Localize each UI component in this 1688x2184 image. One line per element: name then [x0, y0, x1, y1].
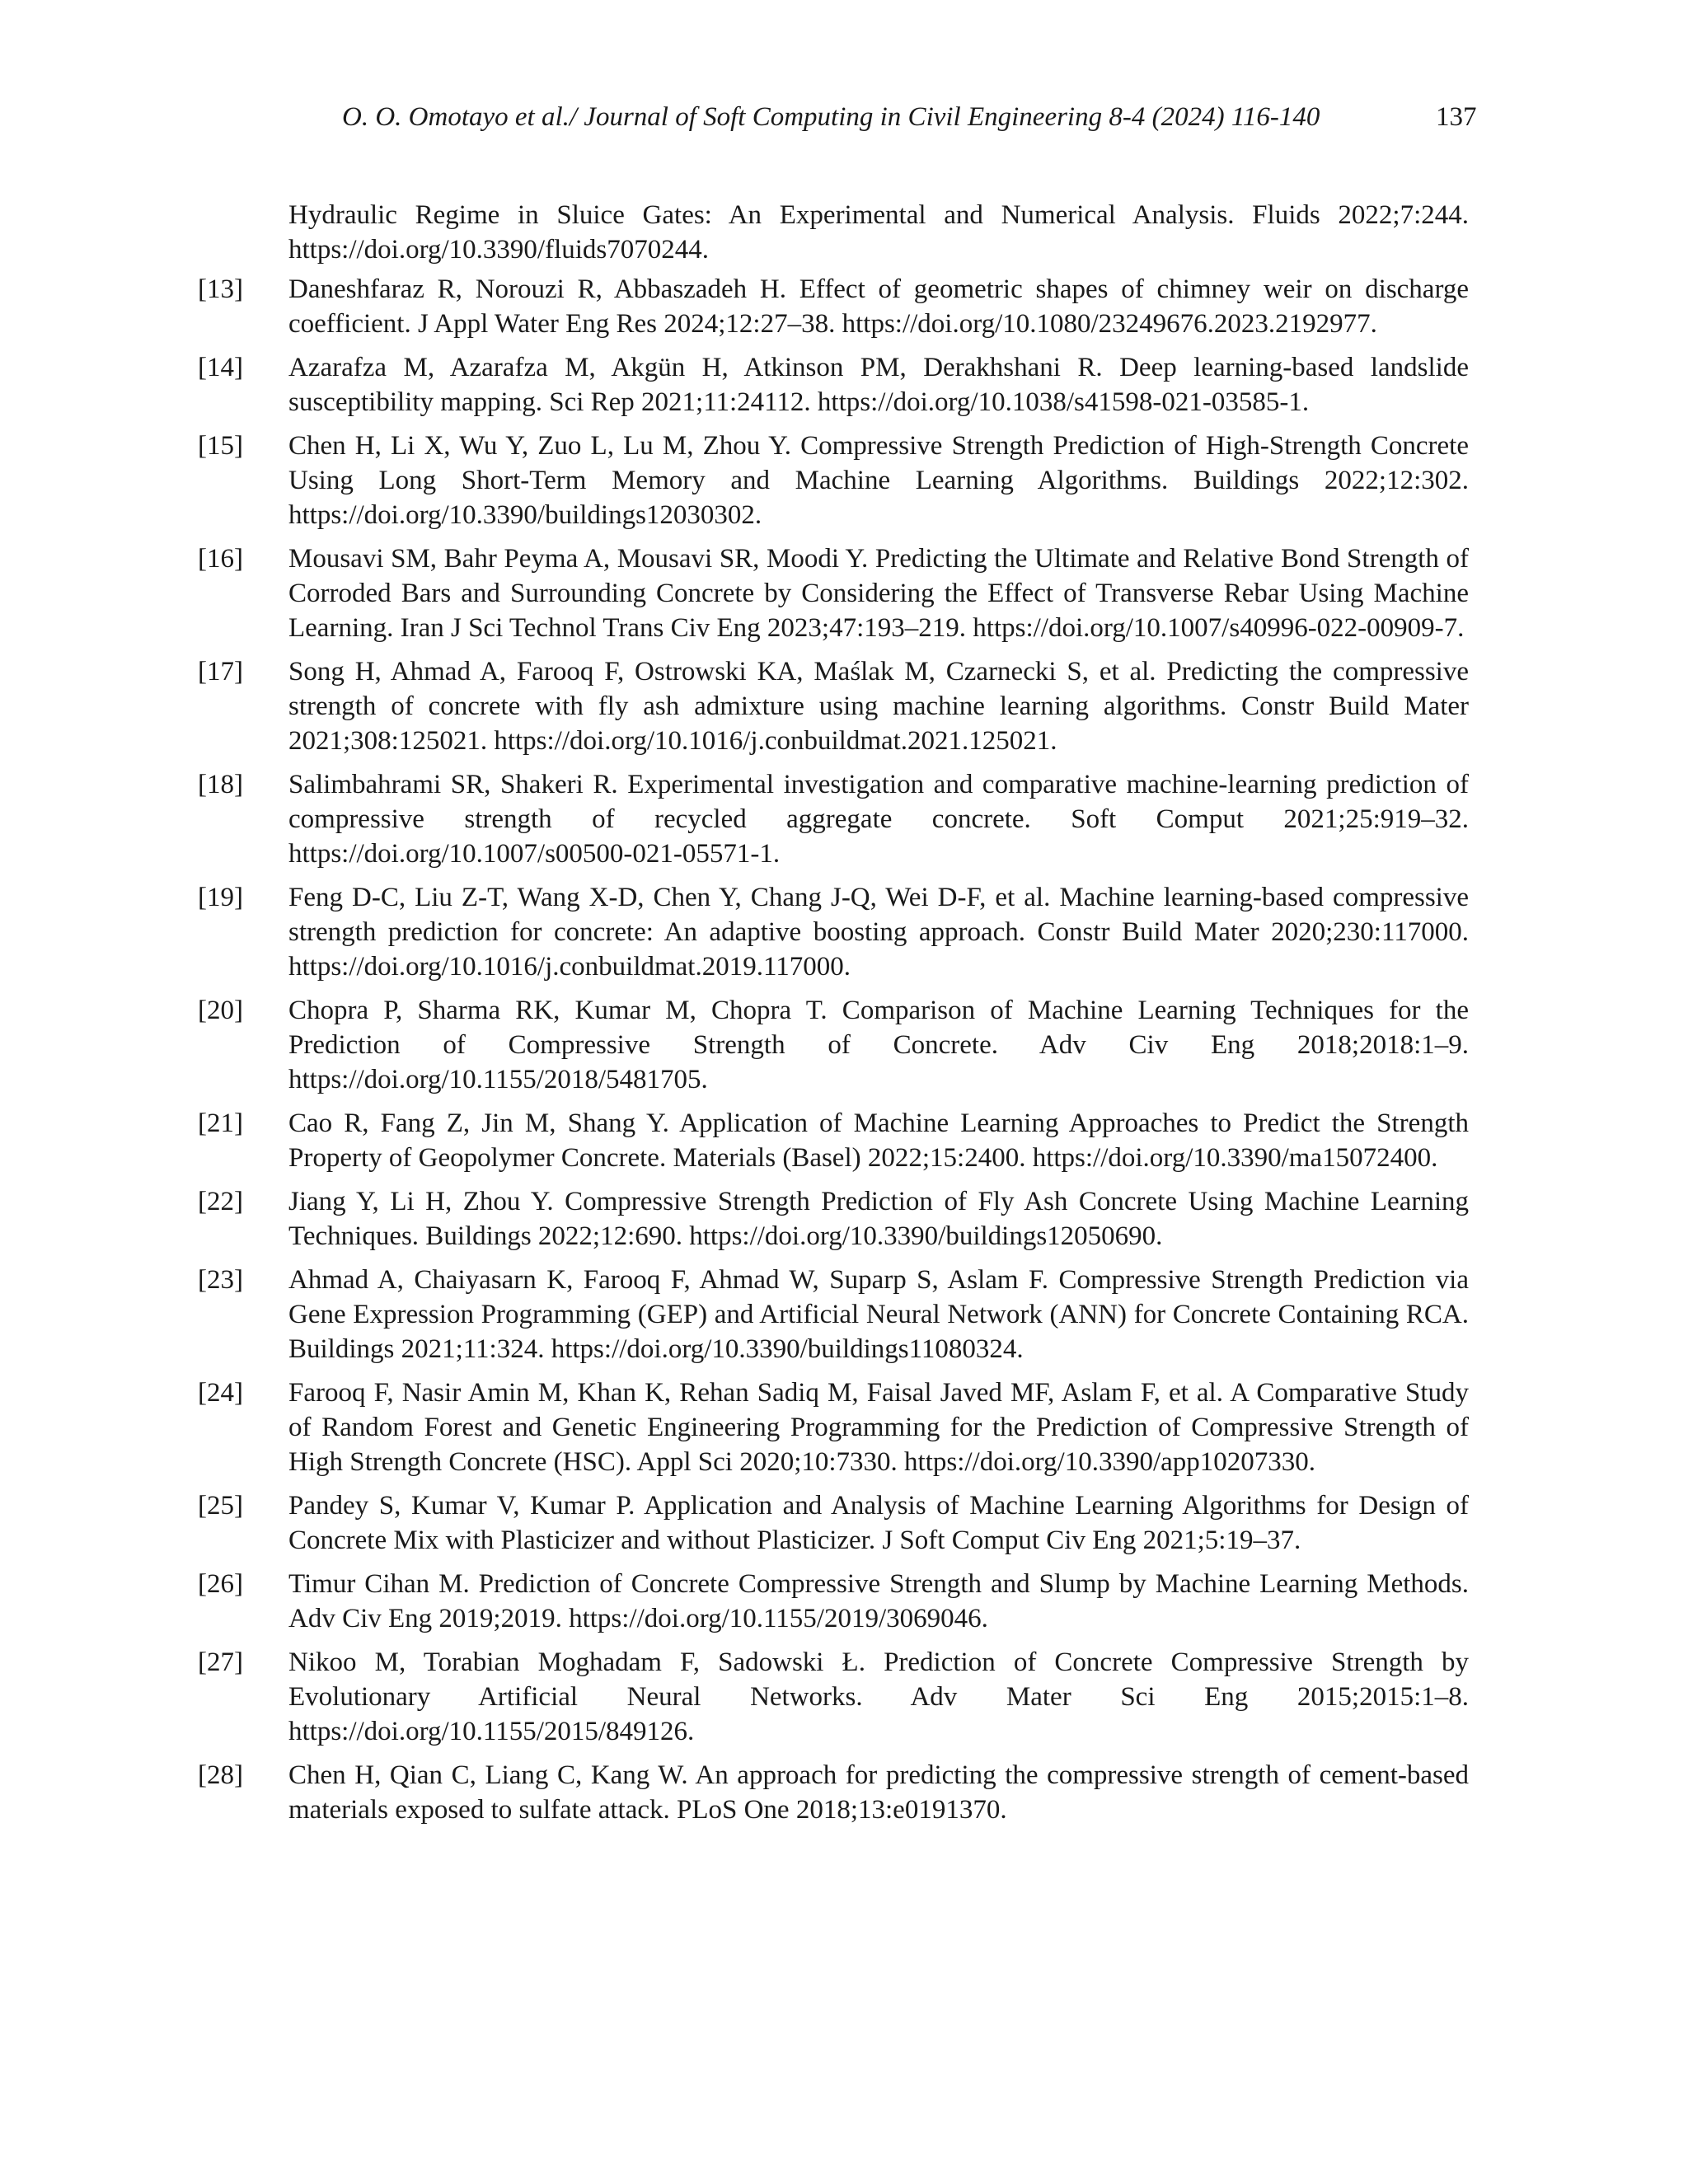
- reference-item: [198, 1106, 1469, 1175]
- reference-item: [198, 1184, 1469, 1254]
- page-number: 137: [1436, 102, 1477, 132]
- reference-number: [18]: [198, 770, 243, 799]
- reference-text: Feng D-C, Liu Z-T, Wang X-D, Chen Y, Chang J-Q, Wei D-F, et al. Machine learning-based compressive strength prediction for concrete: An adaptive boosting approach. Constr Build Mater 2020;230:117000. https://doi.org/10.1016/j.conbuildmat.2019.117000.: [288, 883, 1469, 982]
- reference-item: [198, 1376, 1469, 1479]
- reference-number: [21]: [198, 1108, 243, 1138]
- reference-number: [23]: [198, 1265, 243, 1295]
- reference-number: [25]: [198, 1491, 243, 1521]
- reference-number: [20]: [198, 996, 243, 1025]
- reference-item: [198, 429, 1469, 532]
- reference-text: Chen H, Li X, Wu Y, Zuo L, Lu M, Zhou Y. Compressive Strength Prediction of High-Strength Concrete Using Long Short-Term Memory and Machine Learning Algorithms. Buildings 2022;12:302. https://doi.org/10.3390/buildings12030302.: [288, 431, 1469, 530]
- reference-item: [198, 272, 1469, 341]
- reference-continuation: Hydraulic Regime in Sluice Gates: An Experimental and Numerical Analysis. Fluids 2022;7:244. https://doi.org/10.3390/fluids7070244.: [288, 200, 1469, 265]
- reference-text: Mousavi SM, Bahr Peyma A, Mousavi SR, Moodi Y. Predicting the Ultimate and Relative Bond Strength of Corroded Bars and Surrounding Concrete by Considering the Effect of Transverse Rebar Using Machine Learning. Iran J Sci Technol Trans Civ Eng 2023;47:193–219. https://doi.org/10.1007/s40996-022-00909-7.: [288, 544, 1469, 643]
- reference-item: [198, 1567, 1469, 1636]
- reference-text: Timur Cihan M. Prediction of Concrete Compressive Strength and Slump by Machine Learning Methods. Adv Civ Eng 2019;2019. https://doi.org/10.1155/2019/3069046.: [288, 1569, 1469, 1633]
- reference-text: Salimbahrami SR, Shakeri R. Experimental investigation and comparative machine-learning prediction of compressive strength of recycled aggregate concrete. Soft Comput 2021;25:919–32. https://doi.org/10.1007/s00500-021-05571-1.: [288, 770, 1469, 869]
- reference-number: [24]: [198, 1378, 243, 1408]
- reference-item: [198, 993, 1469, 1097]
- reference-item: [198, 1488, 1469, 1558]
- reference-item: [198, 350, 1469, 419]
- reference-item: [198, 654, 1469, 758]
- reference-number: [17]: [198, 657, 243, 687]
- reference-number: [28]: [198, 1760, 243, 1790]
- reference-text: Cao R, Fang Z, Jin M, Shang Y. Application of Machine Learning Approaches to Predict the Strength Property of Geopolymer Concrete. Materials (Basel) 2022;15:2400. https://doi.org/10.3390/ma15072400.: [288, 1108, 1469, 1173]
- reference-item: [198, 541, 1469, 645]
- reference-item: [198, 1758, 1469, 1827]
- reference-item: [198, 880, 1469, 984]
- reference-item: [198, 1263, 1469, 1366]
- reference-item: [198, 767, 1469, 871]
- reference-text: Pandey S, Kumar V, Kumar P. Application and Analysis of Machine Learning Algorithms for Design of Concrete Mix with Plasticizer and without Plasticizer. J Soft Comput Civ Eng 2021;5:19–37.: [288, 1491, 1469, 1555]
- reference-text: Farooq F, Nasir Amin M, Khan K, Rehan Sadiq M, Faisal Javed MF, Aslam F, et al. A Comparative Study of Random Forest and Genetic Engineering Programming for the Prediction of Compressive Strength of High Strength Concrete (HSC). Appl Sci 2020;10:7330. https://doi.org/10.3390/app10207330.: [288, 1378, 1469, 1477]
- reference-text: Azarafza M, Azarafza M, Akgün H, Atkinson PM, Derakhshani R. Deep learning-based landslide susceptibility mapping. Sci Rep 2021;11:24112. https://doi.org/10.1038/s41598-021-03585-1.: [288, 353, 1469, 417]
- reference-number: [13]: [198, 274, 243, 304]
- reference-number: [14]: [198, 353, 243, 382]
- reference-number: [19]: [198, 883, 243, 912]
- reference-text: Jiang Y, Li H, Zhou Y. Compressive Strength Prediction of Fly Ash Concrete Using Machine Learning Techniques. Buildings 2022;12:690. https://doi.org/10.3390/buildings12050690.: [288, 1187, 1469, 1251]
- reference-text: Chopra P, Sharma RK, Kumar M, Chopra T. Comparison of Machine Learning Techniques for the Prediction of Compressive Strength of Concrete. Adv Civ Eng 2018;2018:1–9. https://doi.org/10.1155/2018/5481705.: [288, 996, 1469, 1094]
- reference-item: [198, 1645, 1469, 1749]
- reference-list: [198, 272, 1469, 1836]
- running-header: O. O. Omotayo et al./ Journal of Soft Computing in Civil Engineering 8-4 (2024) 116-140: [342, 102, 1320, 132]
- reference-text: Ahmad A, Chaiyasarn K, Farooq F, Ahmad W, Suparp S, Aslam F. Compressive Strength Prediction via Gene Expression Programming (GEP) and Artificial Neural Network (ANN) for Concrete Containing RCA. Buildings 2021;11:324. https://doi.org/10.3390/buildings11080324.: [288, 1265, 1469, 1364]
- reference-text: Chen H, Qian C, Liang C, Kang W. An approach for predicting the compressive strength of cement-based materials exposed to sulfate attack. PLoS One 2018;13:e0191370.: [288, 1760, 1469, 1825]
- reference-number: [26]: [198, 1569, 243, 1599]
- reference-number: [27]: [198, 1647, 243, 1677]
- reference-number: [16]: [198, 544, 243, 574]
- reference-number: [22]: [198, 1187, 243, 1216]
- reference-text: Nikoo M, Torabian Moghadam F, Sadowski Ł. Prediction of Concrete Compressive Strength by Evolutionary Artificial Neural Networks. Adv Mater Sci Eng 2015;2015:1–8. https://doi.org/10.1155/2015/849126.: [288, 1647, 1469, 1746]
- reference-text: Song H, Ahmad A, Farooq F, Ostrowski KA, Maślak M, Czarnecki S, et al. Predicting the compressive strength of concrete with fly ash admixture using machine learning algorithms. Constr Build Mater 2021;308:125021. https://doi.org/10.1016/j.conbuildmat.2021.125021.: [288, 657, 1469, 756]
- reference-text: Daneshfaraz R, Norouzi R, Abbaszadeh H. Effect of geometric shapes of chimney weir on discharge coefficient. J Appl Water Eng Res 2024;12:27–38. https://doi.org/10.1080/23249676.2023.2192977.: [288, 274, 1469, 339]
- reference-number: [15]: [198, 431, 243, 461]
